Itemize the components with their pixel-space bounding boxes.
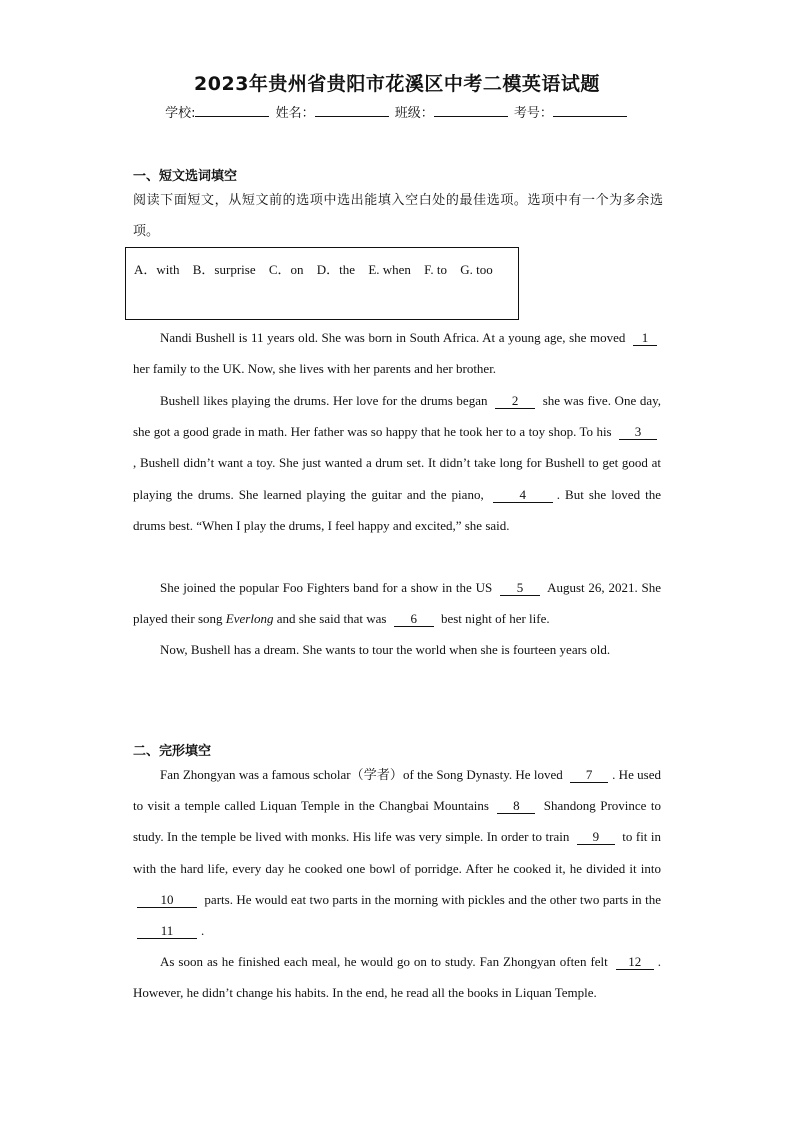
name-label: 姓名： xyxy=(275,106,315,121)
blank-2[interactable]: 2 xyxy=(495,394,535,409)
student-info-line xyxy=(0,102,794,121)
option-e: E. when xyxy=(368,262,411,277)
class-blank[interactable] xyxy=(434,104,508,117)
passage1-paragraph-3: She joined the popular Foo Fighters band for a show in the US 5 August 26, 2021. She played their song Everlong and she said that was 6 best night of her life. xyxy=(133,580,662,627)
options-box xyxy=(125,247,519,320)
option-d: D．the xyxy=(316,262,356,277)
blank-11[interactable]: 11 xyxy=(137,924,197,939)
song-title: Everlong xyxy=(225,611,274,627)
passage2-paragraph-2: As soon as he finished each meal, he would go on to study. Fan Zhongyan often felt 12 . However, he didn’t change his habits. In the end, he read all the books in Liquan Temple. xyxy=(133,954,661,1001)
class-label: 班级： xyxy=(394,106,434,121)
name-blank[interactable] xyxy=(315,104,389,117)
section1-instruction: 阅读下面短文，从短文前的选项中选出能填入空白处的最佳选项。选项中有一个为多余选项。 xyxy=(133,193,663,239)
blank-5[interactable]: 5 xyxy=(500,581,540,596)
exam-title: 2023年贵州省贵阳市花溪区中考二模英语试题 xyxy=(194,73,600,95)
section1-heading: 一、短文选词填空 xyxy=(133,169,238,184)
option-b: B．surprise xyxy=(192,262,256,277)
blank-9[interactable]: 9 xyxy=(577,830,615,845)
passage1-paragraph-1: Nandi Bushell is 11 years old. She was born in South Africa. At a young age, she moved 1 her family to the UK. Now, she lives with her parents and her brother. xyxy=(133,322,661,384)
blank-12[interactable]: 12 xyxy=(616,955,654,970)
option-f: F. to xyxy=(424,262,447,277)
option-c: C．on xyxy=(268,262,304,277)
blank-4[interactable]: 4 xyxy=(493,488,553,503)
blank-10[interactable]: 10 xyxy=(137,893,197,908)
school-blank[interactable] xyxy=(195,104,269,117)
section2-heading: 二、完形填空 xyxy=(133,744,212,759)
option-a: A．with xyxy=(134,262,180,277)
blank-6[interactable]: 6 xyxy=(394,612,434,627)
blank-1[interactable]: 1 xyxy=(633,331,657,346)
passage2-paragraph-1: Fan Zhongyan was a famous scholar（学者）of the Song Dynasty. He loved 7 . He used to visit a temple called Liquan Temple in the Changbai Mountains 8 Shandong Province to study. In the temple be lived with monks. His life was very simple. In order to train 9 to fit in with the hard life, every day he cooked one bowl of porridge. After he cooked it, he divided it into 10 parts. He would eat two parts in the morning with pickles and the other two parts in the 11 . xyxy=(133,767,662,939)
exam-no-label: 考号： xyxy=(513,106,553,121)
blank-7[interactable]: 7 xyxy=(570,768,608,783)
school-label: 学校: xyxy=(165,106,196,121)
blank-3[interactable]: 3 xyxy=(619,425,657,440)
exam-no-blank[interactable] xyxy=(553,104,627,117)
passage1-paragraph-2: Bushell likes playing the drums. Her love for the drums began 2 she was five. One day, she got a good grade in math. Her father was so happy that he took her to a toy shop. To his 3, Bushell didn’t want a toy. She just wanted a drum set. It didn’t take long for Bushell to get good at playing the drums. She learned playing the guitar and the piano, 4 . But she loved the drums best. “When I play the drums, I feel happy and excited,” she said. xyxy=(133,393,661,533)
blank-8[interactable]: 8 xyxy=(497,799,535,814)
passage1-paragraph-4: Now, Bushell has a dream. She wants to tour the world when she is fourteen years old. xyxy=(160,642,611,657)
option-g: G. too xyxy=(460,262,493,277)
